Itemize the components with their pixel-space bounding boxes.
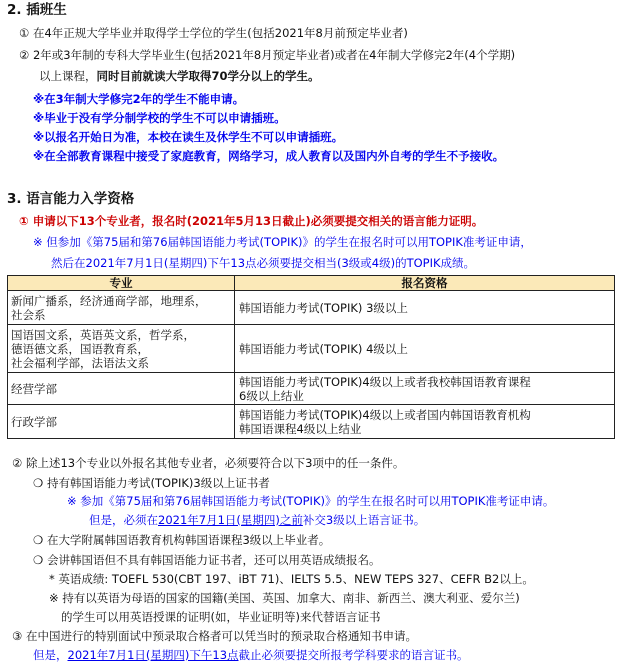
- table-header-major: 专业: [8, 276, 235, 291]
- language-requirement-table: [7, 275, 615, 439]
- native-english-note-line1: ※ 持有以英语为母语的国家的国籍(美国、英国、加拿大、南非、新西兰、澳大利亚、爱尔兰): [49, 591, 520, 605]
- note-post: 补交3级以上语言证书。: [302, 513, 426, 527]
- section2-note-4: ※在全部教育课程中接受了家庭教育，网络学习，成人教育以及国内外自考的学生不予接收。: [33, 149, 505, 163]
- section2-item2-line2: [39, 71, 320, 83]
- section3-title: 3. 语言能力入学资格: [7, 191, 135, 207]
- option-topik-note-line1: ※ 参加《第75届和第76届韩国语能力考试(TOPIK)》的学生在报名时可以用TOPIK准考证申请。: [67, 494, 555, 508]
- cell-line: 韩国语能力考试(TOPIK) 3级以上: [239, 300, 408, 315]
- table-header-row: [8, 276, 615, 291]
- cell-line: 社会系: [11, 307, 46, 322]
- table-cell-requirement: [235, 291, 615, 325]
- note-pre: 但是，必须在: [89, 513, 158, 527]
- table-cell-major: [8, 291, 235, 325]
- cell-line: 经营学部: [11, 381, 57, 396]
- note-deadline: 2021年7月1日(星期四)之前: [158, 513, 303, 527]
- table-cell-requirement: [235, 373, 615, 405]
- note-deadline: 2021年7月1日(星期四)下午13点: [67, 648, 239, 662]
- section2-item2-line1: ② 2年或3年制的专科大学毕业生(包括2021年8月预定毕业者)或者在4年制大学修完2年(4个学期): [19, 48, 516, 62]
- cell-line: 韩国语能力考试(TOPIK)4级以上或者国内韩国语教育机构: [239, 407, 531, 422]
- section3-item2: ② 除上述13个专业以外报名其他专业者，必须要符合以下3项中的任一条件。: [12, 456, 405, 470]
- cell-line: 德语德文系，国语教育系，: [11, 341, 149, 356]
- table-cell-major: [8, 373, 235, 405]
- cell-line: 韩国语课程4级以上结业: [239, 421, 362, 436]
- table-cell-requirement: [235, 325, 615, 373]
- cell-line: 国语国文系，英语英文系，哲学系，: [11, 327, 195, 342]
- section2-note-1: ※在3年制大学修完2年的学生不能申请。: [33, 92, 245, 106]
- table-header-requirement: 报名资格: [235, 276, 615, 291]
- cell-line: 社会福利学部，法语法文系: [11, 355, 149, 370]
- table-row: [8, 373, 615, 405]
- section2-title: 2. 插班生: [7, 2, 67, 18]
- option-english: ❍ 会讲韩国语但不具有韩国语能力证书者，还可以用英语成绩报名。: [33, 553, 381, 567]
- note-pre: 但是，: [33, 648, 68, 662]
- table-cell-major: [8, 325, 235, 373]
- english-score-list: * 英语成绩: TOEFL 530(CBT 197、iBT 71)、IELTS 5.5、NEW TEPS 327、CEFR B2以上。: [49, 572, 534, 586]
- cell-line: 行政学部: [11, 414, 57, 429]
- section2-item1: ① 在4年正规大学毕业并取得学士学位的学生(包括2021年8月前预定毕业者): [19, 26, 408, 40]
- option-korean-course: ❍ 在大学附属韩国语教育机构韩国语课程3级以上毕业者。: [33, 533, 331, 547]
- cell-line: 新闻广播系，经济通商学部，地理系，: [11, 293, 207, 308]
- native-english-note-line2: 的学生可以用英语授课的证明(如，毕业证明等)来代替语言证书: [61, 610, 381, 624]
- cell-line: 6级以上结业: [239, 388, 304, 403]
- section2-item2-line2-bold: 同时目前就读大学取得70学分以上的学生。: [96, 69, 320, 83]
- section3-item1: ① 申请以下13个专业者，报名时(2021年5月13日截止)必须要提交相关的语言能力证明。: [19, 214, 484, 228]
- table-cell-requirement: [235, 405, 615, 439]
- section2-note-2: ※毕业于没有学分制学校的学生不可以申请插班。: [33, 111, 286, 125]
- section3-item3-note: [33, 650, 469, 662]
- section2-item2-line2-pre: 以上课程，: [39, 69, 97, 83]
- option-topik: ❍ 持有韩国语能力考试(TOPIK)3级以上证书者: [33, 476, 270, 490]
- note-post: 截止必须要提交所报考学科要求的语言证书。: [238, 648, 469, 662]
- table-row: [8, 325, 615, 373]
- section2-note-3: ※以报名开始日为准，本校在读生及休学生不可以申请插班。: [33, 130, 344, 144]
- cell-line: 韩国语能力考试(TOPIK)4级以上或者我校韩国语教育课程: [239, 374, 531, 389]
- table-row: [8, 405, 615, 439]
- table-row: [8, 291, 615, 325]
- section3-note1-line2: 然后在2021年7月1日(星期四)下午13点必须要提交相当(3级或4级)的TOPIK成绩。: [51, 256, 476, 270]
- option-topik-note-line2: [89, 515, 425, 527]
- section3-note1-line1: ※ 但参加《第75届和第76届韩国语能力考试(TOPIK)》的学生在报名时可以用TOPIK准考证申请，: [33, 235, 532, 249]
- cell-line: 韩国语能力考试(TOPIK) 4级以上: [239, 341, 408, 356]
- table-cell-major: [8, 405, 235, 439]
- section3-item3: ③ 在中国进行的特别面试中预录取合格者可以凭当时的预录取合格通知书申请。: [12, 629, 417, 643]
